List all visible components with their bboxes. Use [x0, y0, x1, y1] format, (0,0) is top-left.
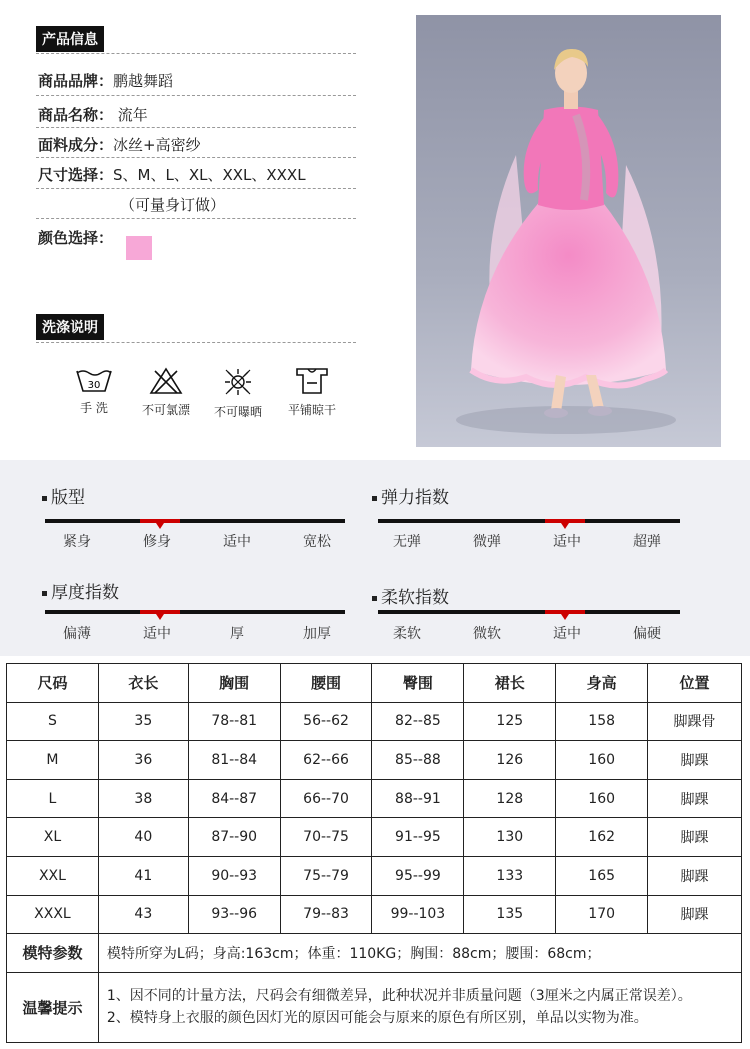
divider — [36, 95, 356, 96]
header-cell: 臀围 — [372, 664, 464, 703]
scale-bar — [45, 519, 345, 523]
divider — [36, 157, 356, 158]
brand-value: 鹏越舞蹈 — [113, 72, 174, 90]
table-cell: 脚踝 — [648, 895, 742, 934]
table-cell: 脚踝 — [648, 856, 742, 895]
scale-title-text: 弹力指数 — [381, 488, 449, 508]
table-cell: 128 — [464, 779, 556, 818]
model-params-text: 模特所穿为L码；身高:163cm；体重：110KG；胸围：88cm；腰围：68cm； — [98, 934, 741, 973]
scale-title — [372, 483, 449, 508]
table-cell: 35 — [98, 702, 188, 741]
scale-label: 适中 — [143, 626, 171, 642]
tips-label: 温馨提示 — [7, 972, 99, 1042]
scale-label: 适中 — [553, 534, 581, 550]
wash-item — [208, 367, 268, 420]
size-row — [38, 164, 306, 185]
hand-wash-icon — [75, 367, 113, 393]
model-params-row — [7, 934, 742, 973]
scale-title-text: 版型 — [51, 488, 85, 508]
table-row — [7, 779, 742, 818]
tips-text — [98, 972, 741, 1042]
table-cell: 78--81 — [188, 702, 280, 741]
scale-label: 微弹 — [473, 534, 501, 550]
header-cell: 裙长 — [464, 664, 556, 703]
table-cell: 79--83 — [280, 895, 372, 934]
wash-item — [62, 367, 126, 416]
custom-row — [120, 194, 225, 215]
bullet-icon — [42, 591, 47, 596]
name-row — [38, 104, 148, 125]
no-bleach-icon — [149, 367, 183, 395]
table-cell: 75--79 — [280, 856, 372, 895]
scale-title — [42, 483, 85, 508]
wash-label: 平铺晾干 — [287, 403, 336, 417]
color-row — [38, 227, 113, 248]
table-cell: 38 — [98, 779, 188, 818]
scale-label: 无弹 — [393, 534, 421, 550]
table-cell: 43 — [98, 895, 188, 934]
wash-item — [136, 367, 196, 418]
table-cell: 160 — [556, 741, 648, 780]
brand-row — [38, 70, 173, 91]
header-cell: 身高 — [556, 664, 648, 703]
scale-label: 修身 — [143, 534, 171, 550]
divider — [36, 188, 356, 189]
scale-indicator — [545, 519, 585, 523]
table-cell: 40 — [98, 818, 188, 857]
name-value: 流年 — [117, 106, 148, 124]
product-photo — [416, 15, 721, 447]
model-params-label: 模特参数 — [7, 934, 99, 973]
divider — [36, 218, 356, 219]
table-row — [7, 741, 742, 780]
header-cell: 位置 — [648, 664, 742, 703]
table-cell: 158 — [556, 702, 648, 741]
table-cell: 66--70 — [280, 779, 372, 818]
table-cell: 91--95 — [372, 818, 464, 857]
table-cell: XL — [7, 818, 99, 857]
tips-row — [7, 972, 742, 1042]
scale-label: 偏硬 — [633, 626, 661, 642]
product-info-header: 产品信息 — [36, 26, 104, 52]
table-cell: 126 — [464, 741, 556, 780]
table-row — [7, 895, 742, 934]
header-cell: 腰围 — [280, 664, 372, 703]
scale-label: 适中 — [223, 534, 251, 550]
table-cell: S — [7, 702, 99, 741]
scale-title-text: 柔软指数 — [381, 588, 449, 608]
fabric-label: 面料成分： — [38, 136, 114, 154]
fabric-row — [38, 134, 201, 155]
bullet-icon — [42, 496, 47, 501]
size-label: 尺寸选择： — [38, 166, 114, 184]
color-label: 颜色选择： — [38, 229, 114, 247]
table-row — [7, 702, 742, 741]
table-cell: 70--75 — [280, 818, 372, 857]
table-cell: 95--99 — [372, 856, 464, 895]
table-cell: 170 — [556, 895, 648, 934]
table-cell: 135 — [464, 895, 556, 934]
table-cell: 56--62 — [280, 702, 372, 741]
header-cell: 胸围 — [188, 664, 280, 703]
tip-item: 2、模特身上衣服的颜色因灯光的原因可能会与原来的原色有所区别，单品以实物为准。 — [106, 1010, 648, 1027]
scale-label: 紧身 — [63, 534, 91, 550]
table-cell: 130 — [464, 818, 556, 857]
scale-title — [372, 583, 449, 608]
table-cell: 93--96 — [188, 895, 280, 934]
table-cell: 125 — [464, 702, 556, 741]
name-label: 商品名称： — [38, 106, 114, 124]
bullet-icon — [372, 496, 377, 501]
wash-label: 不可氯漂 — [141, 403, 190, 417]
scale-label: 宽松 — [303, 534, 331, 550]
divider — [36, 127, 356, 128]
scale-label: 偏薄 — [63, 626, 91, 642]
table-row — [7, 856, 742, 895]
scale-bar — [378, 519, 680, 523]
table-cell: 脚踝 — [648, 741, 742, 780]
no-sun-dry-icon — [222, 367, 254, 397]
table-cell: 88--91 — [372, 779, 464, 818]
scale-label: 适中 — [553, 626, 581, 642]
fabric-value: 冰丝+高密纱 — [113, 136, 201, 154]
custom-value: （可量身订做） — [120, 196, 226, 214]
wash-label: 不可曝晒 — [213, 405, 262, 419]
scale-title-text: 厚度指数 — [51, 583, 119, 603]
bullet-icon — [372, 596, 377, 601]
wash-temp: 30 — [87, 380, 101, 391]
scale-label: 厚 — [230, 626, 244, 642]
table-cell: 81--84 — [188, 741, 280, 780]
divider — [36, 342, 356, 343]
pink-color-swatch[interactable] — [126, 236, 152, 260]
table-cell: XXXL — [7, 895, 99, 934]
table-cell: 162 — [556, 818, 648, 857]
table-cell: XXL — [7, 856, 99, 895]
table-cell: 160 — [556, 779, 648, 818]
scale-bar — [45, 610, 345, 614]
scale-bar — [378, 610, 680, 614]
size-table — [6, 663, 742, 1043]
washing-header: 洗涤说明 — [36, 314, 104, 340]
scale-label: 微软 — [473, 626, 501, 642]
scale-indicator — [140, 610, 180, 614]
table-cell: 84--87 — [188, 779, 280, 818]
divider — [36, 53, 356, 54]
table-cell: 脚踝骨 — [648, 702, 742, 741]
table-cell: 90--93 — [188, 856, 280, 895]
flat-dry-icon — [295, 367, 329, 395]
scale-label: 柔软 — [393, 626, 421, 642]
brand-label: 商品品牌： — [38, 72, 114, 90]
dancer-illustration — [416, 15, 721, 447]
table-cell: 41 — [98, 856, 188, 895]
table-cell: 87--90 — [188, 818, 280, 857]
table-cell: M — [7, 741, 99, 780]
scale-indicator — [140, 519, 180, 523]
header-cell: 尺码 — [7, 664, 99, 703]
table-cell: 133 — [464, 856, 556, 895]
size-value: S、M、L、XL、XXL、XXXL — [113, 166, 306, 184]
table-cell: 165 — [556, 856, 648, 895]
wash-item — [282, 367, 342, 418]
scale-label: 加厚 — [303, 626, 331, 642]
table-cell: 脚踝 — [648, 818, 742, 857]
table-cell: 62--66 — [280, 741, 372, 780]
wash-label: 手 洗 — [80, 401, 108, 415]
table-cell: L — [7, 779, 99, 818]
table-cell: 99--103 — [372, 895, 464, 934]
table-cell: 脚踝 — [648, 779, 742, 818]
tip-item: 1、因不同的计量方法，尺码会有细微差异，此种状况并非质量问题（3厘米之内属正常误差）。 — [106, 988, 692, 1005]
scale-title — [42, 578, 119, 603]
scale-label: 超弹 — [633, 534, 661, 550]
table-cell: 82--85 — [372, 702, 464, 741]
table-cell: 85--88 — [372, 741, 464, 780]
table-cell: 36 — [98, 741, 188, 780]
header-cell: 衣长 — [98, 664, 188, 703]
table-row — [7, 818, 742, 857]
table-header-row — [7, 664, 742, 703]
scale-indicator — [545, 610, 585, 614]
